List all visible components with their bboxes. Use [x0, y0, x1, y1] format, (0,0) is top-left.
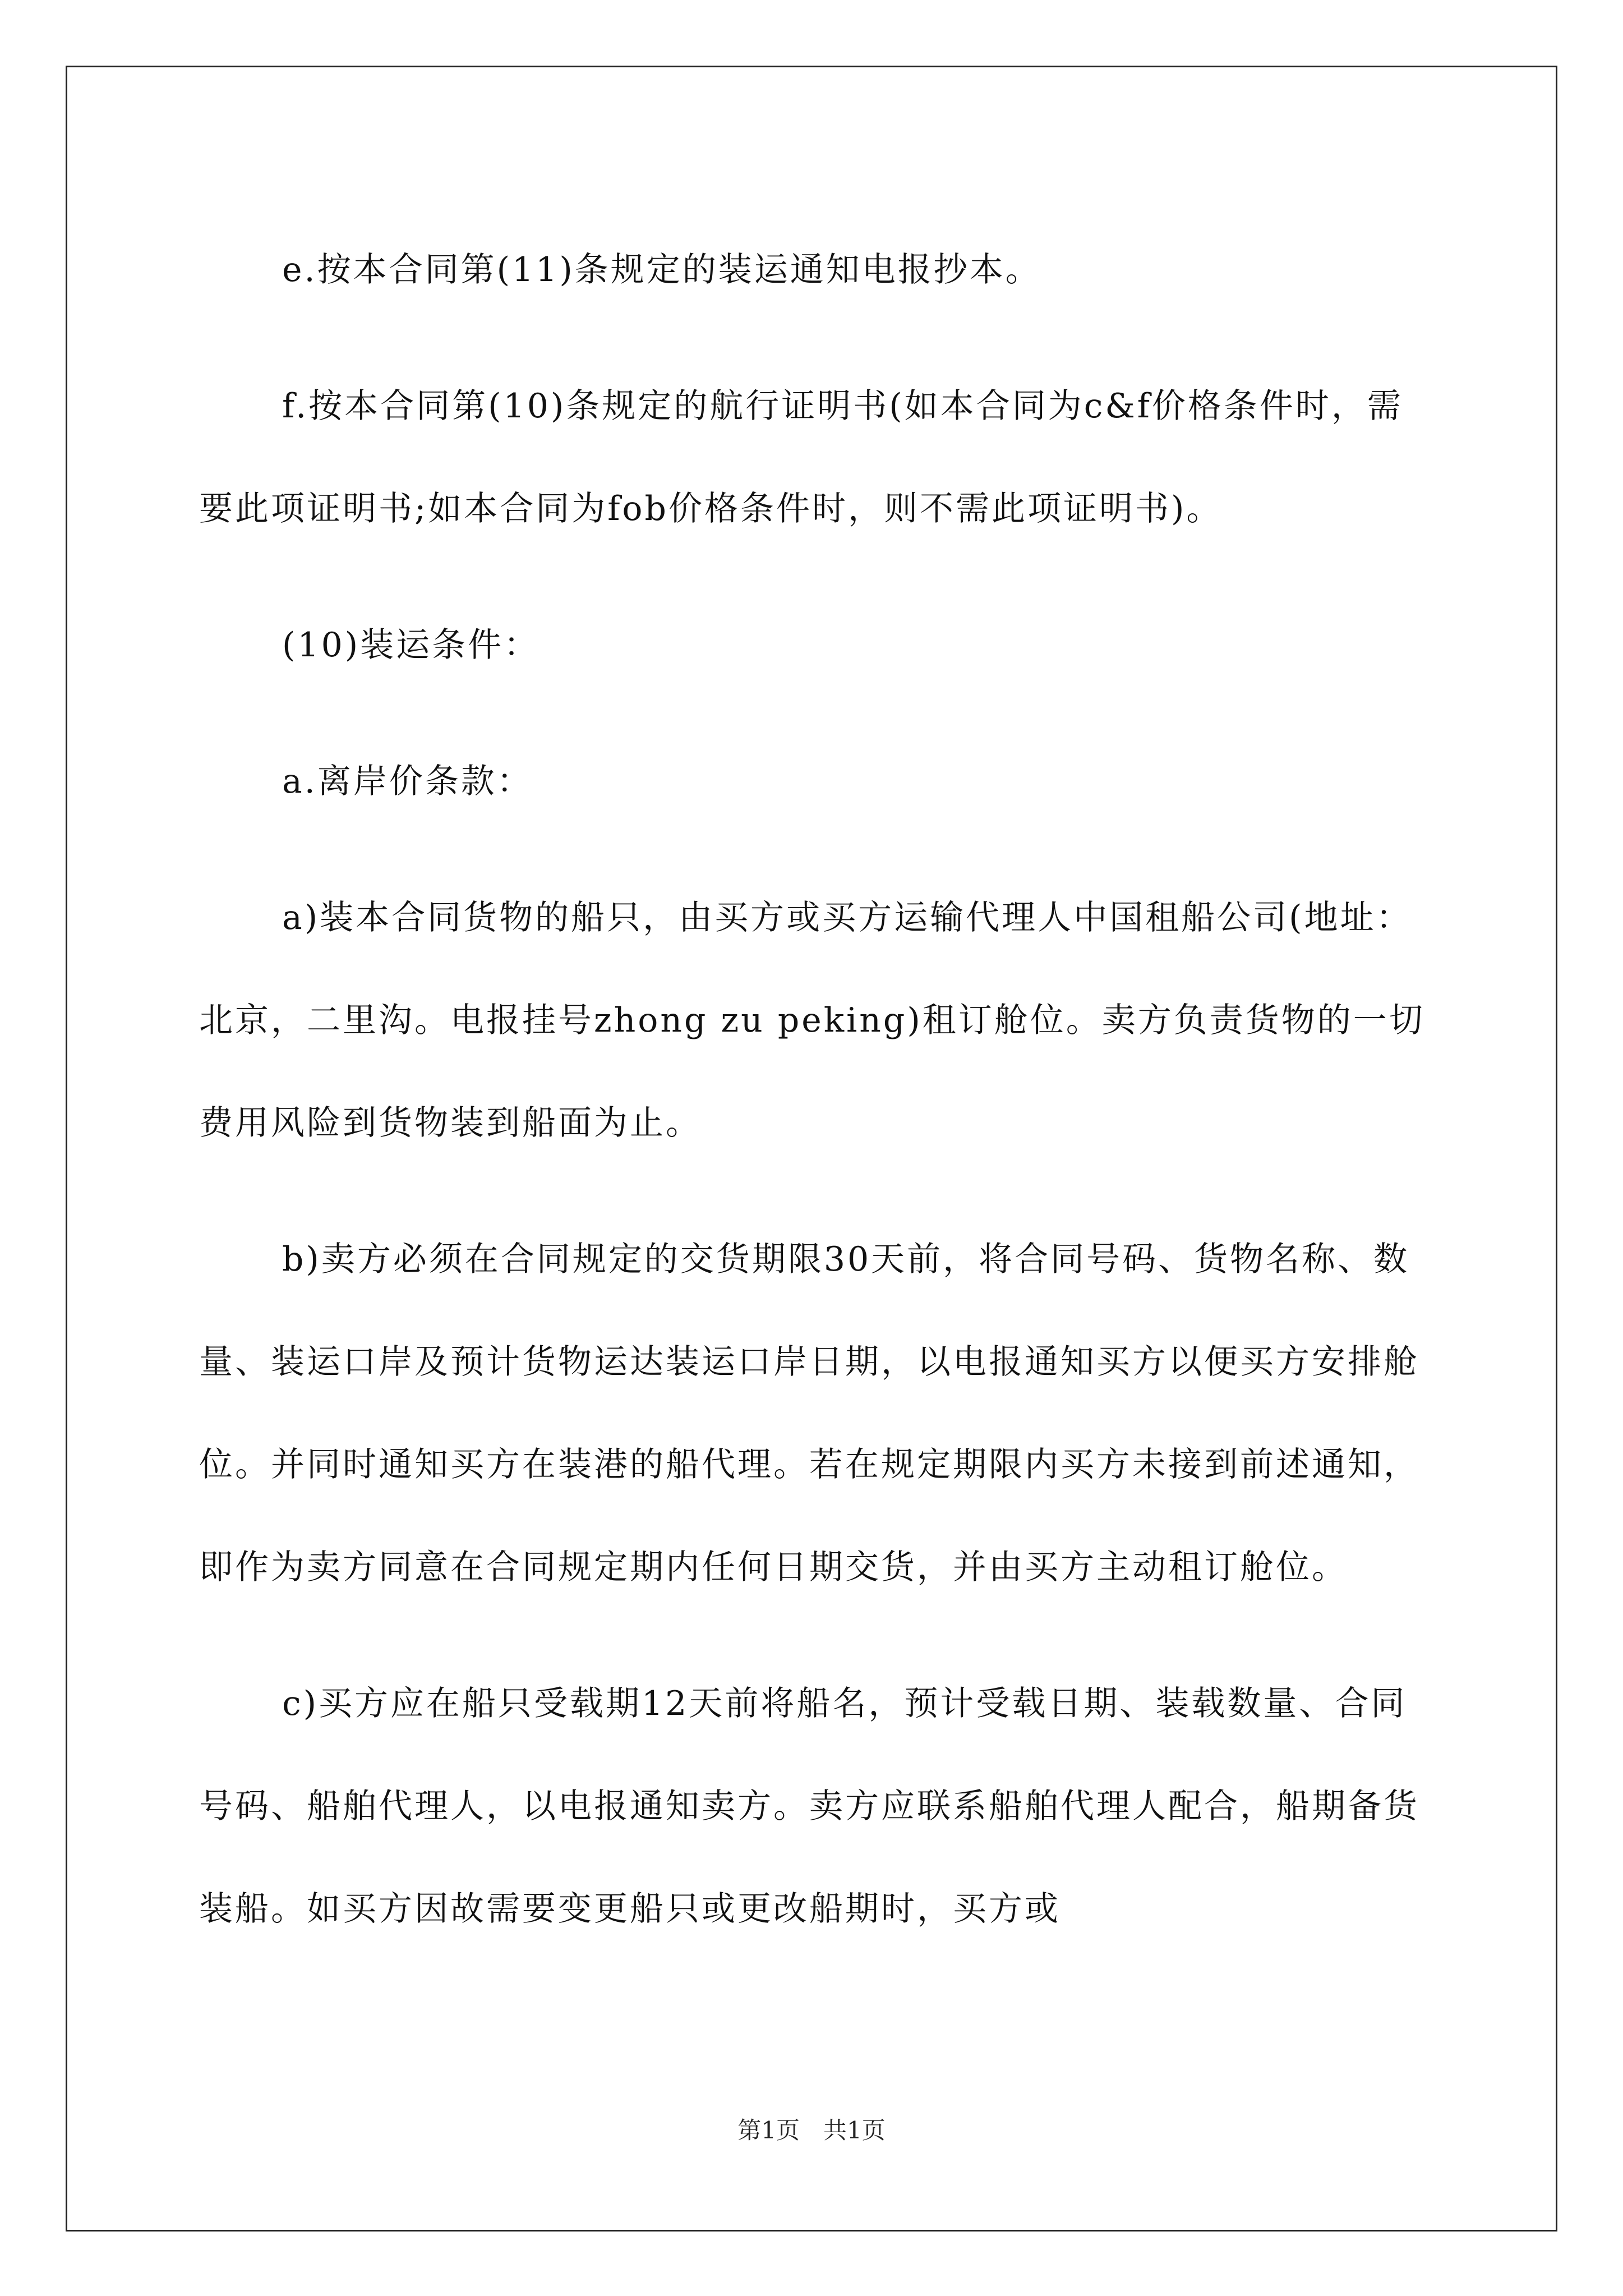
- paragraph-f: f.按本合同第(10)条规定的航行证明书(如本合同为c&f价格条件时，需要此项证明书;如本合同为fob价格条件时，则不需此项证明书)。: [199, 386, 1403, 528]
- paragraph-c: c)买方应在船只受载期12天前将船名，预计受载日期、装载数量、合同号码、船舶代理人，以电报通知卖方。卖方应联系船舶代理人配合，船期备货装船。如买方因故需要变更船只或更改船期时，买方或: [199, 1684, 1419, 1929]
- paragraph-fob-terms: a.离岸价条款：: [282, 762, 533, 801]
- paragraph-shipping-conditions: (10)装运条件：: [282, 625, 540, 665]
- paragraph-a: a)装本合同货物的船只，由买方或买方运输代理人中国租船公司(地址：北京，二里沟。电报挂号zhong zu peking)租订舱位。卖方负责货物的一切费用风险到货物装到船面为止。: [199, 898, 1425, 1143]
- paragraph-e: e.按本合同第(11)条规定的装运通知电报抄本。: [282, 250, 1041, 289]
- paragraph-b: b)卖方必须在合同规定的交货期限30天前，将合同号码、货物名称、数量、装运口岸及预计货物运达装运口岸日期，以电报通知买方以便买方安排舱位。并同时通知买方在装港的船代理。若在规定期限内买方未接到前述通知，即作为卖方同意在合同规定期内任何日期交货，并由买方主动租订舱位。: [199, 1240, 1419, 1587]
- document-body: [199, 219, 1427, 1994]
- page-footer: 第1页 共1页: [737, 2116, 886, 2144]
